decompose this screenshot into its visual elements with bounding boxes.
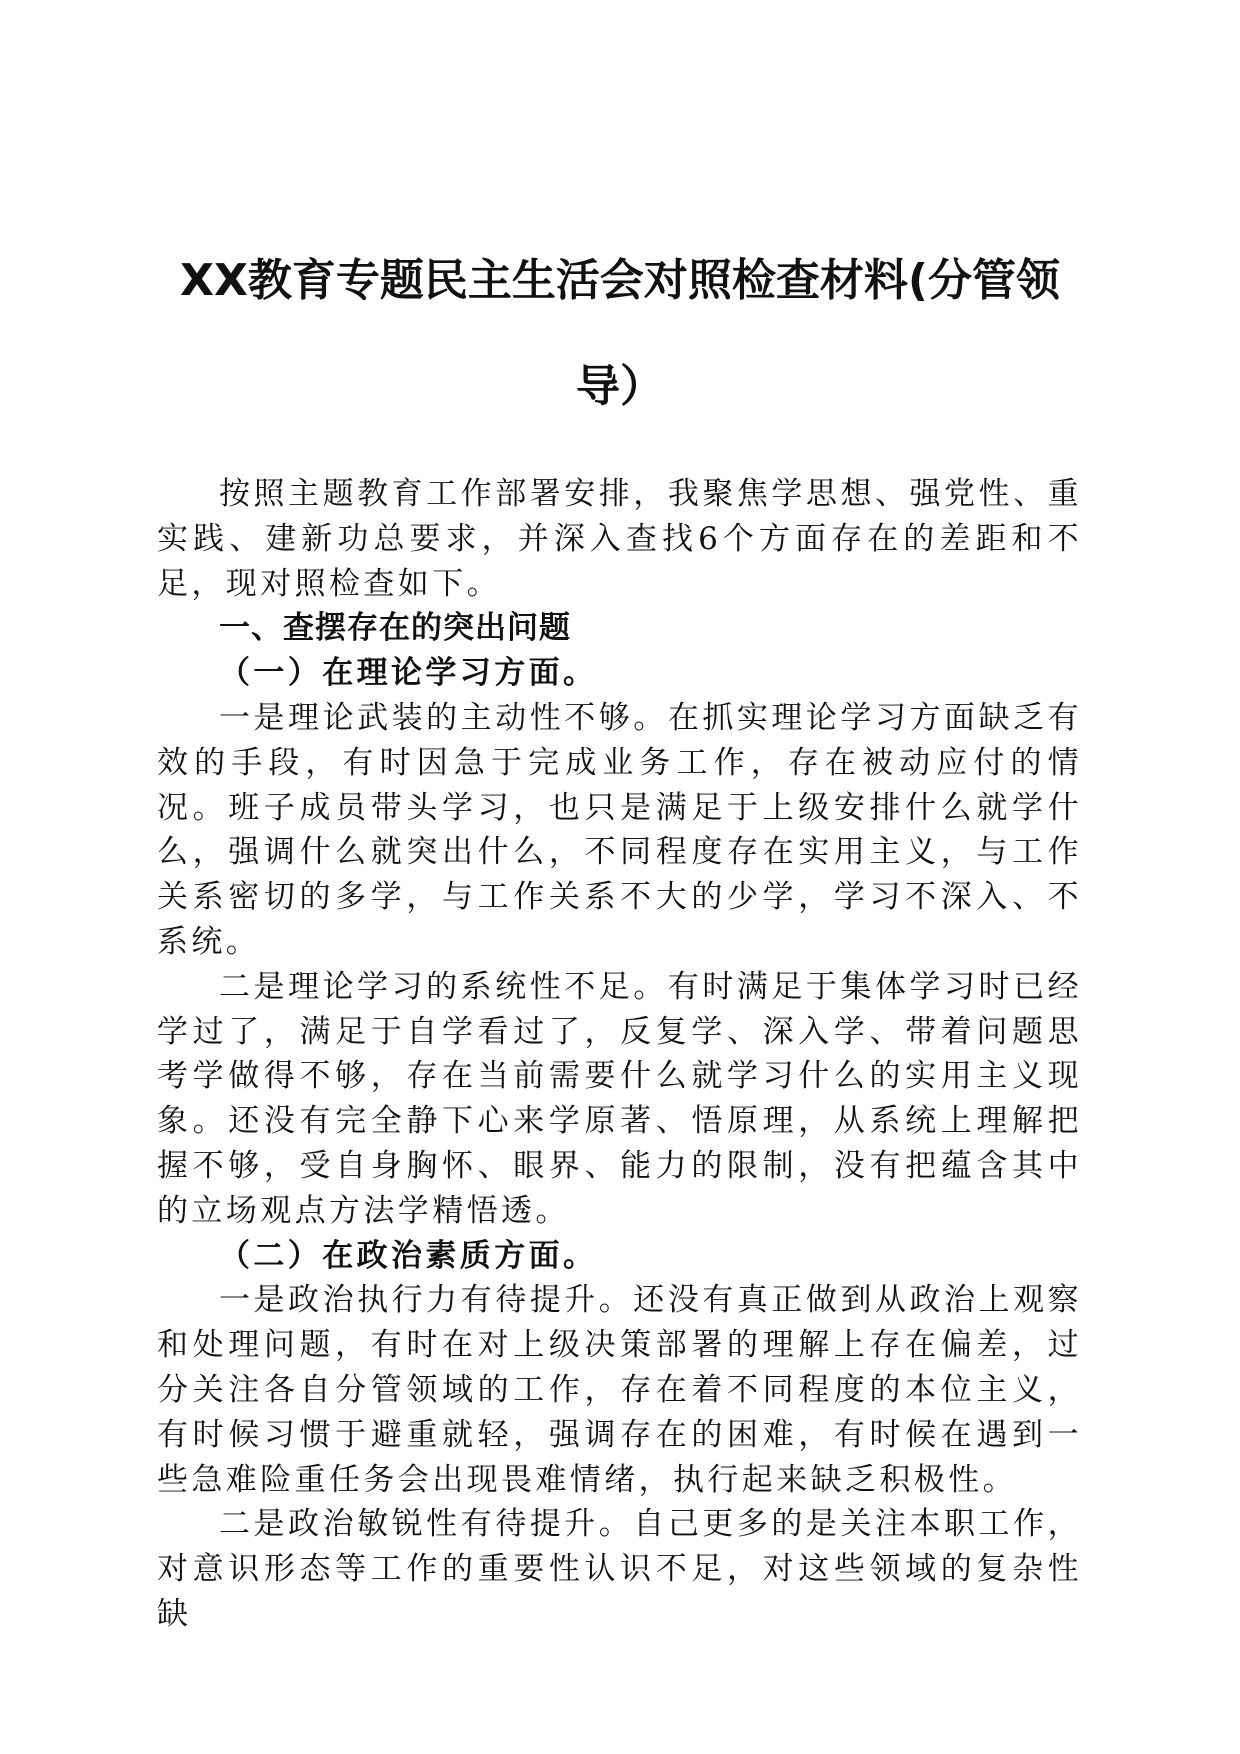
paragraph-political-1: 一是政治执行力有待提升。还没有真正做到从政治上观察和处理问题，有时在对上级决策部署的理解上存在偏差，过分关注各自分管领域的工作，存在着不同程度的本位主义，有时候习惯于避重就轻，强调存在的困难，有时候在遇到一些急难险重任务会出现畏难情绪，执行起来缺乏积极性。 [157,1282,1082,1498]
subsection-heading-political: （二）在政治素质方面。 [219,1237,598,1274]
subsection-heading-theory: （一）在理论学习方面。 [219,655,598,692]
section-heading-1: 一、查摆存在的突出问题 [219,610,571,647]
paragraph-political-2: 二是政治敏锐性有待提升。自己更多的是关注本职工作，对意识形态等工作的重要性认识不足，对这些领域的复杂性缺 [157,1506,1082,1632]
intro-paragraph: 按照主题教育工作部署安排，我聚焦学思想、强党性、重实践、建新功总要求，并深入查找6个方面存在的差距和不足，现对照检查如下。 [157,476,1082,602]
paragraph-theory-2: 二是理论学习的系统性不足。有时满足于集体学习时已经学过了，满足于自学看过了，反复学、深入学、带着问题思考学做得不够，存在当前需要什么就学习什么的实用主义现象。还没有完全静下心来学原著、悟原理，从系统上理解把握不够，受自身胸怀、眼界、能力的限制，没有把蕴含其中的立场观点方法学精悟透。 [157,968,1082,1229]
document-body [157,472,1082,1637]
paragraph-theory-1: 一是理论武装的主动性不够。在抓实理论学习方面缺乏有效的手段，有时因急于完成业务工作，存在被动应付的情况。班子成员带头学习，也只是满足于上级安排什么就学什么，强调什么就突出什么，不同程度存在实用主义，与工作关系密切的多学，与工作关系不大的少学，学习不深入、不系统。 [157,699,1082,960]
document-title: XX教育专题民主生活会对照检查材料(分管领导） [180,255,1060,412]
